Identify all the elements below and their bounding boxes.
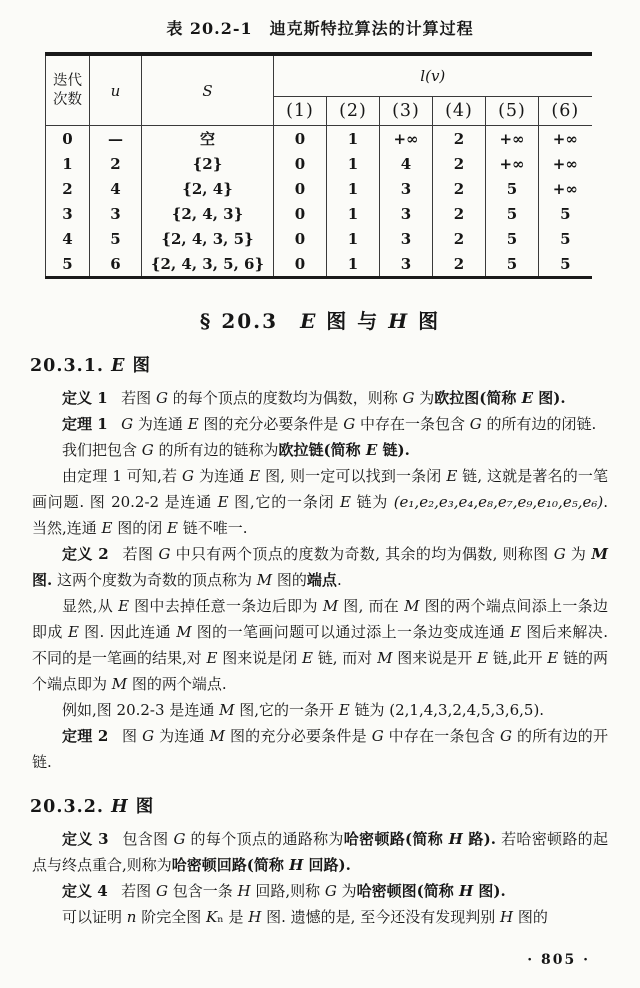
text-segment: 的所有边的链称为	[153, 441, 279, 459]
text-segment: 图的两个端点间添上一条边即成	[32, 597, 608, 641]
text-segment: G	[141, 441, 154, 459]
text-segment: 这两个度数为奇数的顶点称为	[52, 571, 257, 589]
col-header-lv2: (2)	[327, 97, 380, 126]
text-segment: 中只有两个顶点的度数为奇数, 其余的均为偶数, 则称图	[170, 545, 554, 563]
cell-u: 3	[90, 201, 142, 226]
text-segment: 例如,图 20.2-3 是连通	[62, 701, 220, 719]
cell-l4: 2	[433, 126, 486, 152]
text-segment: . 当然,连通	[32, 493, 608, 537]
text-segment: 图来说是开	[392, 649, 477, 667]
paragraph-text	[62, 441, 410, 459]
text-segment: 为	[414, 389, 435, 407]
cell-l4: 2	[433, 251, 486, 278]
text-segment: E	[167, 519, 178, 537]
cell-s: {2, 4, 3, 5}	[142, 226, 274, 251]
text-segment: 的所有边的闭链.	[481, 415, 597, 433]
subsection-1-heading	[30, 352, 608, 377]
page-number: · 805 ·	[527, 952, 590, 968]
cell-l5: 5	[486, 201, 539, 226]
text-segment: G	[182, 467, 195, 485]
text-segment: n	[126, 908, 137, 926]
col-header-lv4: (4)	[433, 97, 486, 126]
paragraph-text	[32, 727, 608, 771]
text-segment: 为连通	[154, 727, 210, 745]
table-title: 表 20.2-1 迪克斯特拉算法的计算过程	[166, 19, 474, 38]
paragraph-text	[121, 415, 596, 433]
paragraph-text	[32, 830, 608, 874]
paragraph-euler-chain	[32, 437, 608, 463]
text-segment: 图. 因此连通	[78, 623, 177, 641]
cell-l6: 5	[539, 226, 592, 251]
cell-l4: 2	[433, 226, 486, 251]
text-segment: E	[67, 623, 79, 641]
subsection-2-heading	[30, 793, 608, 818]
table-row	[46, 126, 592, 152]
text-segment: .	[336, 571, 342, 589]
text-segment: E	[111, 356, 126, 376]
text-segment: H	[448, 830, 463, 848]
text-segment: G	[500, 727, 513, 745]
table-row	[46, 201, 592, 226]
text-segment: 图, 则一定可以找到一条闭	[260, 467, 447, 485]
cell-l3: +∞	[380, 126, 433, 152]
text-segment: G	[155, 389, 168, 407]
text-segment: 图的两个端点.	[127, 675, 227, 693]
cell-u: 6	[90, 251, 142, 278]
cell-l2: 1	[327, 201, 380, 226]
text-segment: 为	[336, 882, 357, 900]
cell-l1: 0	[274, 151, 327, 176]
text-segment: 链为 (2,1,4,3,2,4,5,3,6,5).	[349, 701, 545, 719]
text-segment: 若图	[121, 389, 156, 407]
cell-s: {2, 4, 3}	[142, 201, 274, 226]
paragraph-definition-1	[32, 385, 608, 411]
cell-l1: 0	[274, 126, 327, 152]
paragraph-complete-graph	[32, 904, 608, 930]
text-segment: G	[371, 727, 384, 745]
text-segment: 链, 而对	[313, 649, 378, 667]
text-segment: 链为	[350, 493, 394, 511]
text-segment: 的所有边的开链.	[32, 727, 608, 771]
section-heading	[32, 305, 608, 334]
text-segment: 若图	[122, 545, 159, 563]
paragraph-text	[121, 882, 506, 900]
text-segment: M	[377, 649, 393, 667]
text-segment: H	[458, 882, 474, 900]
text-segment: M	[219, 701, 235, 719]
text-segment: G	[158, 545, 171, 563]
text-segment: 哈密顿路(简称	[343, 830, 449, 848]
paragraph-label: 定义 1	[62, 389, 108, 407]
cell-s: 空	[142, 126, 274, 152]
cell-l2: 1	[327, 151, 380, 176]
text-segment: M	[591, 545, 608, 563]
text-segment: E	[249, 467, 261, 485]
text-segment: 为连通	[133, 415, 188, 433]
text-segment: 链,此开	[487, 649, 548, 667]
paragraph-text	[62, 908, 548, 926]
text-segment: 哈密顿图(简称	[356, 882, 459, 900]
text-segment: § 20.3	[199, 309, 301, 333]
paragraph-label: 定义 4	[62, 882, 108, 900]
text-segment: E	[446, 467, 458, 485]
cell-l4: 2	[433, 176, 486, 201]
text-segment: 欧拉图(简称	[434, 389, 522, 407]
text-segment: 图来说是闭	[217, 649, 303, 667]
text-segment: 链, 这就是著名的一笔画问题. 图 20.2-2 是连通	[32, 467, 608, 511]
paragraph-example	[32, 697, 608, 723]
text-segment: 图	[125, 356, 152, 376]
cell-l5: +∞	[486, 126, 539, 152]
col-header-lv6: (6)	[539, 97, 592, 126]
text-segment: 图的	[513, 908, 548, 926]
text-segment: G	[173, 830, 186, 848]
cell-l4: 2	[433, 201, 486, 226]
col-header-iteration: 迭代次数	[46, 54, 90, 126]
text-segment: E	[187, 415, 199, 433]
cell-l5: 5	[486, 176, 539, 201]
text-segment: E	[206, 649, 218, 667]
paragraph-one-stroke	[32, 463, 608, 541]
text-segment: 中存在一条包含	[355, 415, 470, 433]
col-header-lv1: (1)	[274, 97, 327, 126]
paragraph-definition-3	[32, 826, 608, 878]
text-segment: 链不唯一.	[178, 519, 248, 537]
cell-l5: +∞	[486, 151, 539, 176]
text-segment: G	[469, 415, 482, 433]
text-segment: E	[101, 519, 113, 537]
paragraph-theorem-2	[32, 723, 608, 775]
text-segment: H	[289, 856, 304, 874]
text-segment: M	[404, 597, 420, 615]
text-segment: 图的充分必要条件是	[198, 415, 344, 433]
cell-s: {2}	[142, 151, 274, 176]
text-segment: 包含图	[122, 830, 174, 848]
text-segment: 图).	[473, 882, 506, 900]
table-row	[46, 176, 592, 201]
paragraph-text	[32, 467, 608, 537]
cell-l3: 3	[380, 176, 433, 201]
dijkstra-table	[45, 52, 592, 279]
text-segment: 显然,从	[62, 597, 119, 615]
text-segment: 哈密顿回路(简称	[171, 856, 290, 874]
text-segment: E	[217, 493, 229, 511]
text-segment: 图 与	[317, 309, 389, 333]
text-segment: H	[499, 908, 514, 926]
cell-l6: +∞	[539, 151, 592, 176]
text-segment: 可以证明	[62, 908, 127, 926]
cell-l3: 4	[380, 151, 433, 176]
cell-l1: 0	[274, 251, 327, 278]
table-row	[46, 226, 592, 251]
text-segment: G	[155, 882, 168, 900]
cell-l6: 5	[539, 201, 592, 226]
cell-iter: 2	[46, 176, 90, 201]
text-segment: M	[176, 623, 192, 641]
cell-s: {2, 4}	[142, 176, 274, 201]
paragraph-text	[32, 597, 608, 693]
paragraph-definition-4	[32, 878, 608, 904]
text-segment: 链).	[377, 441, 410, 459]
paragraph-text	[32, 545, 608, 589]
text-segment: M	[209, 727, 226, 745]
text-segment: 我们把包含	[62, 441, 142, 459]
table-row	[46, 251, 592, 278]
text-segment: 图的	[272, 571, 307, 589]
col-header-s: S	[142, 54, 274, 126]
paragraph-label: 定理 2	[62, 727, 109, 745]
text-segment: 回路,则称	[250, 882, 325, 900]
paragraph-text	[62, 701, 544, 719]
text-segment: 图中去掉任意一条边后即为	[129, 597, 323, 615]
text-segment: G	[343, 415, 356, 433]
text-segment: E	[340, 493, 351, 511]
cell-l6: +∞	[539, 176, 592, 201]
text-segment: 欧拉链(简称	[278, 441, 366, 459]
paragraph-label: 定理 1	[62, 415, 108, 433]
text-segment: G	[324, 882, 337, 900]
text-segment: H	[111, 797, 129, 817]
text-segment: 图. 遗憾的是, 至今还没有发现判别	[261, 908, 500, 926]
text-segment: E	[476, 649, 488, 667]
paragraph-label: 定义 2	[62, 545, 109, 563]
cell-l4: 2	[433, 151, 486, 176]
text-segment: K	[206, 908, 218, 926]
cell-l3: 3	[380, 201, 433, 226]
text-segment: 图的一笔画问题可以通过添上一条边变成连通	[191, 623, 511, 641]
text-segment: 图	[128, 797, 155, 817]
col-header-lv5: (5)	[486, 97, 539, 126]
paragraph-m-graph	[32, 593, 608, 697]
text-segment: 图的充分必要条件是	[225, 727, 372, 745]
text-segment: 阶完全图	[136, 908, 206, 926]
text-segment: 图后来解决. 不同的是一笔画的结果,对	[32, 623, 608, 667]
cell-u: 5	[90, 226, 142, 251]
text-segment: 由定理 1 可知,若	[62, 467, 183, 485]
text-segment: M	[322, 597, 339, 615]
text-segment: 端点	[306, 571, 337, 589]
paragraph-label: 定义 3	[62, 830, 109, 848]
text-segment: 链的两个端点即为	[32, 649, 608, 693]
text-segment: 图,它的一条开	[234, 701, 339, 719]
table-row	[46, 151, 592, 176]
text-segment: E	[521, 389, 534, 407]
cell-l6: +∞	[539, 126, 592, 152]
cell-iter: 5	[46, 251, 90, 278]
text-segment: E	[365, 441, 378, 459]
text-segment: 路).	[462, 830, 496, 848]
col-header-lv3: (3)	[380, 97, 433, 126]
cell-u: 4	[90, 176, 142, 201]
cell-l3: 3	[380, 251, 433, 278]
text-segment: E	[302, 649, 313, 667]
cell-l2: 1	[327, 226, 380, 251]
cell-u: —	[90, 126, 142, 152]
text-segment: E	[338, 701, 350, 719]
text-segment: E	[510, 623, 522, 641]
text-segment: 图,它的一条闭	[228, 493, 341, 511]
text-segment: 回路).	[303, 856, 351, 874]
text-segment: G	[402, 389, 415, 407]
cell-iter: 0	[46, 126, 90, 152]
text-segment: (e₁,e₂,e₃,e₄,e₈,e₇,e₉,e₁₀,e₅,e₆)	[393, 493, 604, 511]
cell-u: 2	[90, 151, 142, 176]
text-segment: E	[547, 649, 559, 667]
text-segment: 20.3.1.	[30, 356, 112, 376]
cell-l2: 1	[327, 126, 380, 152]
cell-l2: 1	[327, 176, 380, 201]
cell-l3: 3	[380, 226, 433, 251]
cell-s: {2, 4, 3, 5, 6}	[142, 251, 274, 278]
text-segment: 若哈密顿路的起点与终点重合,则称为	[32, 830, 608, 874]
cell-iter: 4	[46, 226, 90, 251]
text-segment: 图	[121, 727, 143, 745]
text-segment: 图的闭	[112, 519, 168, 537]
text-segment: 包含一条	[167, 882, 238, 900]
cell-l6: 5	[539, 251, 592, 278]
text-segment: H	[237, 882, 251, 900]
paragraph-text	[121, 389, 565, 407]
text-segment: 为	[565, 545, 592, 563]
text-segment: 图).	[533, 389, 566, 407]
text-segment: 图	[409, 309, 441, 333]
text-segment: 中存在一条包含	[383, 727, 501, 745]
text-segment: 图.	[32, 571, 53, 589]
text-segment: 图, 而在	[338, 597, 405, 615]
text-segment: 若图	[121, 882, 156, 900]
col-header-lv: l(v)	[274, 54, 592, 97]
text-segment: M	[256, 571, 273, 589]
cell-l1: 0	[274, 226, 327, 251]
text-segment: G	[553, 545, 566, 563]
text-segment: 是	[223, 908, 249, 926]
text-segment: G	[121, 415, 134, 433]
text-segment: 的每个顶点的度数均为偶数，则称	[167, 389, 403, 407]
text-segment: 的每个顶点的通路称为	[185, 830, 344, 848]
text-segment: 20.3.2.	[30, 797, 112, 817]
cell-l1: 0	[274, 201, 327, 226]
cell-l5: 5	[486, 226, 539, 251]
text-segment: G	[142, 727, 155, 745]
paragraph-theorem-1	[32, 411, 608, 437]
cell-l2: 1	[327, 251, 380, 278]
text-segment: E	[300, 309, 318, 333]
text-segment: M	[111, 675, 128, 693]
table-header-row-1	[46, 54, 592, 97]
cell-l1: 0	[274, 176, 327, 201]
paragraph-definition-2	[32, 541, 608, 593]
text-segment: 为连通	[194, 467, 250, 485]
text-segment: ₙ	[217, 908, 224, 926]
col-header-u: u	[90, 54, 142, 126]
text-segment: H	[248, 908, 262, 926]
text-segment: H	[388, 309, 410, 333]
cell-iter: 1	[46, 151, 90, 176]
cell-iter: 3	[46, 201, 90, 226]
cell-l5: 5	[486, 251, 539, 278]
text-segment: E	[118, 597, 130, 615]
